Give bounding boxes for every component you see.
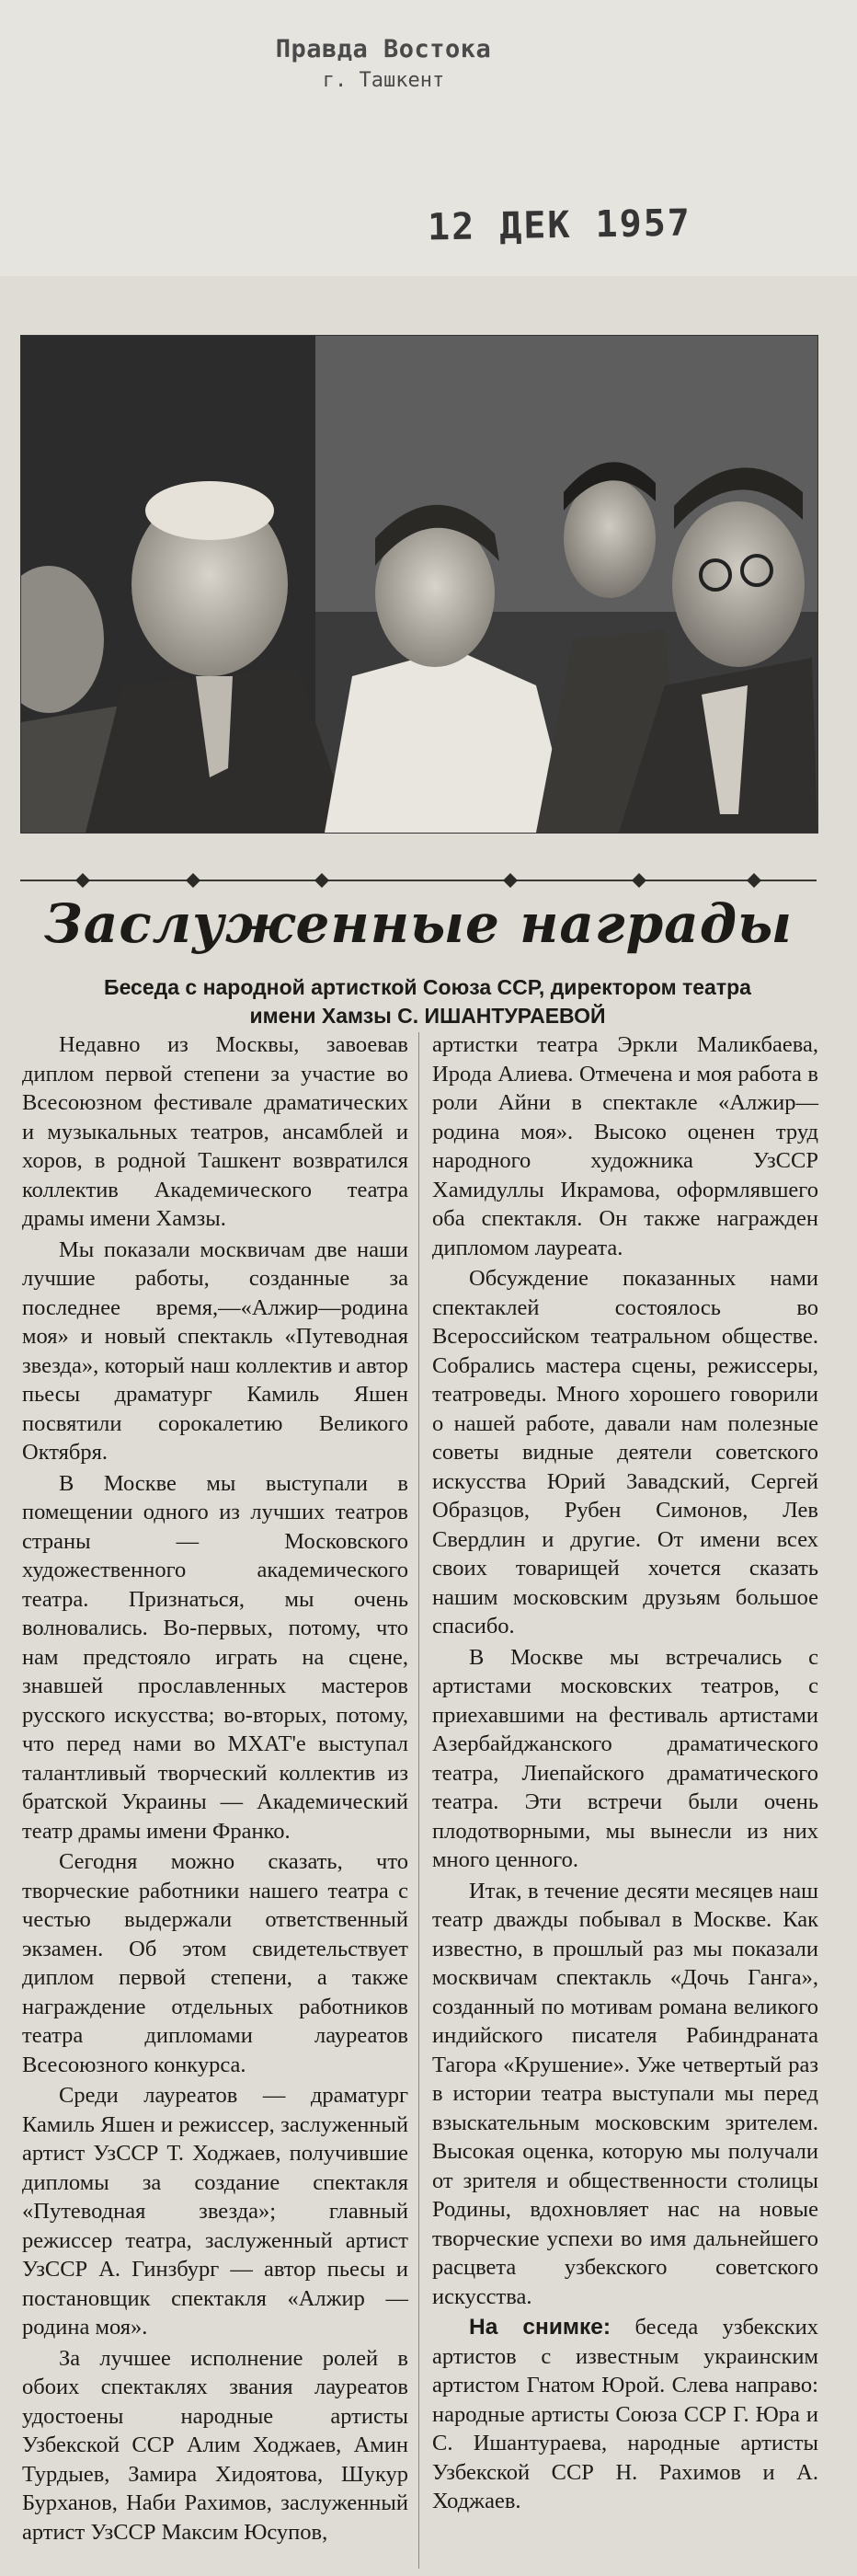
date-stamp: 12 ДЕК 1957 (427, 201, 692, 249)
title-ornament (20, 868, 817, 892)
paragraph: Недавно из Москвы, завоевав диплом первой степени за участие во Всесоюзном фестивале драматических и музыкальных театров, ансамблей и хоров, в родной Ташкент возвратился коллектив Академического театра драмы имени Хамзы. (22, 1032, 408, 1231)
paragraph: Сегодня можно сказать, что творческие работники нашего театра с честью выдержали ответственный экзамен. Об этом свидетельствует диплом первой степени, а также награждение отдельных работников театра дипломами лауреатов Всесоюзного конкурса. (22, 1849, 408, 2077)
subtitle-line-2: имени Хамзы С. ИШАНТУРАЕВОЙ (249, 1004, 606, 1028)
article-column-left (22, 1030, 408, 2548)
newspaper-city: г. Ташкент (322, 69, 445, 92)
paragraph: Итак, в течение десяти месяцев наш театр дважды побывал в Москве. Как известно, в прошлый раз мы показали москвичам спектакль «Дочь Ганга», созданный по мотивам романа великого индийского писателя Рабиндраната Тагора «Крушение». Уже четвертый раз в истории театра выступали мы перед взыскательным московским зрителем. Высокая оценка, которую мы получали от зрителя и общественности столицы Родины, вдохновляет нас на новые творческие успехи во имя дальнейшего расцвета узбекского советского искусства. (432, 1878, 818, 2309)
caption-label: На снимке: (469, 2315, 611, 2340)
newspaper-stamp (241, 35, 526, 92)
article-subtitle (55, 973, 800, 1030)
paragraph: В Москве мы встречались с артистами московских театров, с приехавшими на фестиваль артистами Азербайджанского драматического театра, Лиепайского драматического театра. Эти встречи были очень плодотворными, мы вынесли из них много ценного. (432, 1644, 818, 1872)
photo-caption (432, 2313, 818, 2516)
photo-group-icon (20, 335, 818, 834)
paragraph: В Москве мы выступали в помещении одного из лучших театров страны — Московского художественного академического театра. Признаться, мы очень волновались. Во-первых, потому, что нам предстояло играть на сцене, знавшей прославленных мастеров русского искусства; во-вторых, потому, что перед нами во МХАТ'е выступал талантливый творческий коллектив из братской Украины — Академический театр драмы имени Франко. (22, 1470, 408, 1844)
paragraph: артистки театра Эркли Маликбаева, Ирода Алиева. Отмечена и моя работа в роли Айни в спектакле «Алжир—родина моя». Высоко оценен труд народного художника УзССР Хамидуллы Икрамова, оформлявшего оба спектакля. Он также награжден дипломом лауреата. (432, 1032, 818, 1260)
paragraph: За лучшее исполнение ролей в обоих спектаклях звания лауреатов удостоены народные артисты Узбекской ССР Алим Ходжаев, Амин Турдыев, Замира Хидоятова, Шукур Бурханов, Наби Рахимов, заслуженный артист УзССР Максим Юсупов, (22, 2345, 408, 2545)
paragraph: Обсуждение показанных нами спектаклей состоялось во Всероссийском театральном обществе. Собрались мастера сцены, режиссеры, театроведы. Много хорошего говорили о нашей работе, давали нам полезные советы видные деятели советского искусства Юрий Завадский, Сергей Образцов, Рубен Симонов, Лев Свердлин и другие. От имени всех своих товарищей хочется сказать нашим московским друзьям большое спасибо. (432, 1266, 818, 1639)
paragraph: Среди лауреатов — драматург Камиль Яшен и режиссер, заслуженный артист УзССР Т. Ходжаев, получившие дипломы за создание спектакля «Путеводная звезда»; главный режиссер театра, заслуженный артист УзССР А. Гинзбург — автор пьесы и постановщик спектакля «Алжир — родина моя». (22, 2083, 408, 2340)
paragraph: Мы показали москвичам две наши лучшие работы, созданные за последнее время,—«Алжир—родина моя» и новый спектакль «Путеводная звезда», который наш коллектив и автор пьесы драматург Камиль Яшен посвятили сорокалетию Великого Октября. (22, 1236, 408, 1465)
newspaper-name: Правда Востока (275, 35, 492, 63)
article-column-right (432, 1030, 818, 2518)
column-divider (418, 1032, 419, 2569)
caption-text: беседа узбекских артистов с известным украинским артистом Гнатом Юрой. Слева направо: народные артисты Союза ССР Г. Юра и С. Ишантураева, народные артисты Узбекской ССР Н. Рахимов и А. Ходжаев. (432, 2315, 818, 2513)
subtitle-line-1: Беседа с народной артисткой Союза ССР, директором театра (104, 975, 751, 999)
article-title: Заслуженные награды (43, 892, 794, 955)
